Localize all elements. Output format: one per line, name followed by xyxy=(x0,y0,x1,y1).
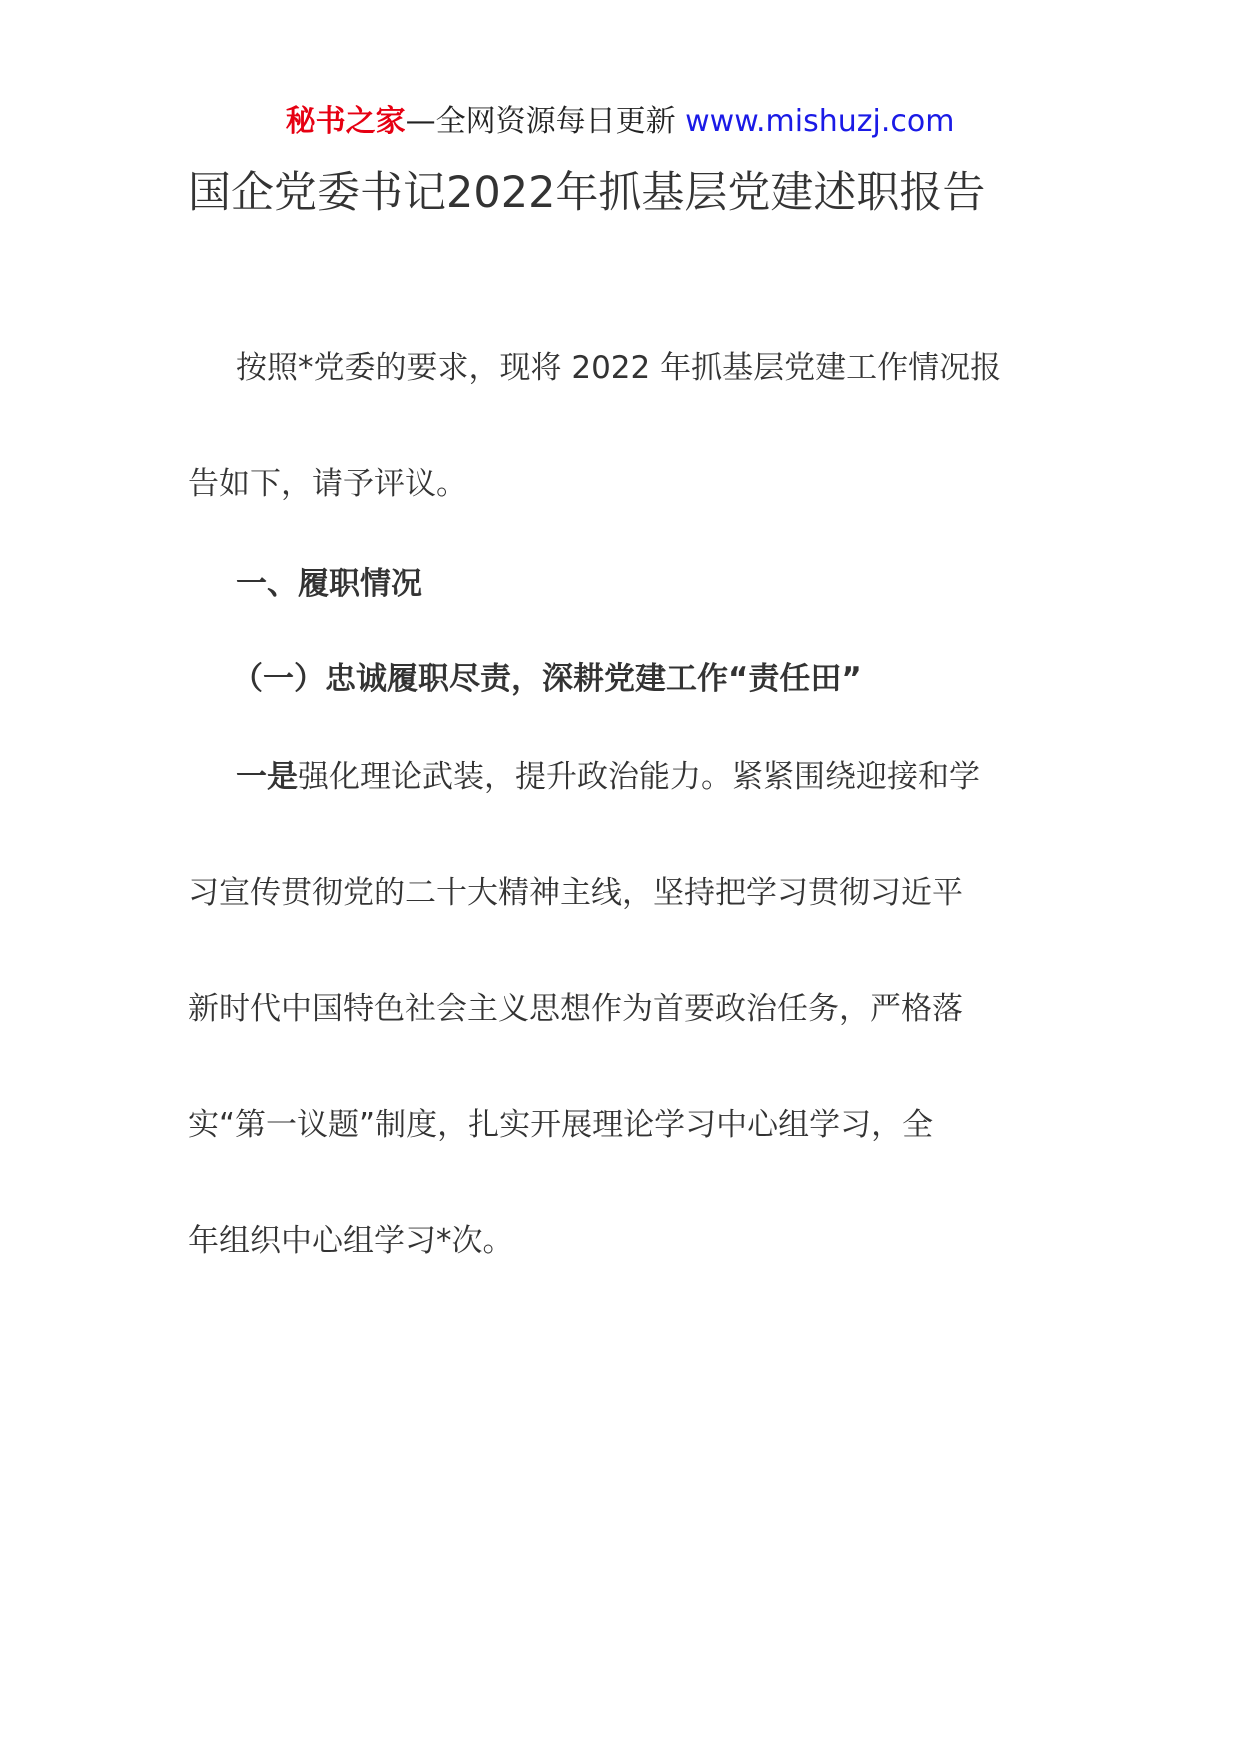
point-text: 强化理论武装，提升政治能力。紧紧围绕迎接和学 xyxy=(298,759,980,795)
paragraph-line-2: 习宣传贯彻党的二十大精神主线，坚持把学习贯彻习近平 xyxy=(188,875,963,911)
banner-slogan: —全网资源每日更新 xyxy=(405,104,686,139)
paragraph-line-5: 年组织中心组学习*次。 xyxy=(188,1223,514,1259)
paragraph-line-1 xyxy=(236,755,980,799)
intro-line-1: 按照*党委的要求，现将 2022 年抓基层党建工作情况报 xyxy=(236,350,1002,386)
point-lead: 一是 xyxy=(236,759,298,795)
site-banner xyxy=(0,102,1240,142)
subsection-heading: （一）忠诚履职尽责，深耕党建工作“责任田” xyxy=(232,661,862,697)
site-url-link[interactable]: www.mishuzj.com xyxy=(685,104,955,139)
paragraph-line-4: 实“第一议题”制度，扎实开展理论学习中心组学习，全 xyxy=(188,1107,934,1143)
paragraph-line-3: 新时代中国特色社会主义思想作为首要政治任务，严格落 xyxy=(188,991,963,1027)
brand-name: 秘书之家 xyxy=(285,104,406,139)
document-title: 国企党委书记2022年抓基层党建述职报告 xyxy=(188,168,986,218)
section-heading: 一、履职情况 xyxy=(236,566,422,602)
intro-line-2: 告如下，请予评议。 xyxy=(188,466,467,502)
